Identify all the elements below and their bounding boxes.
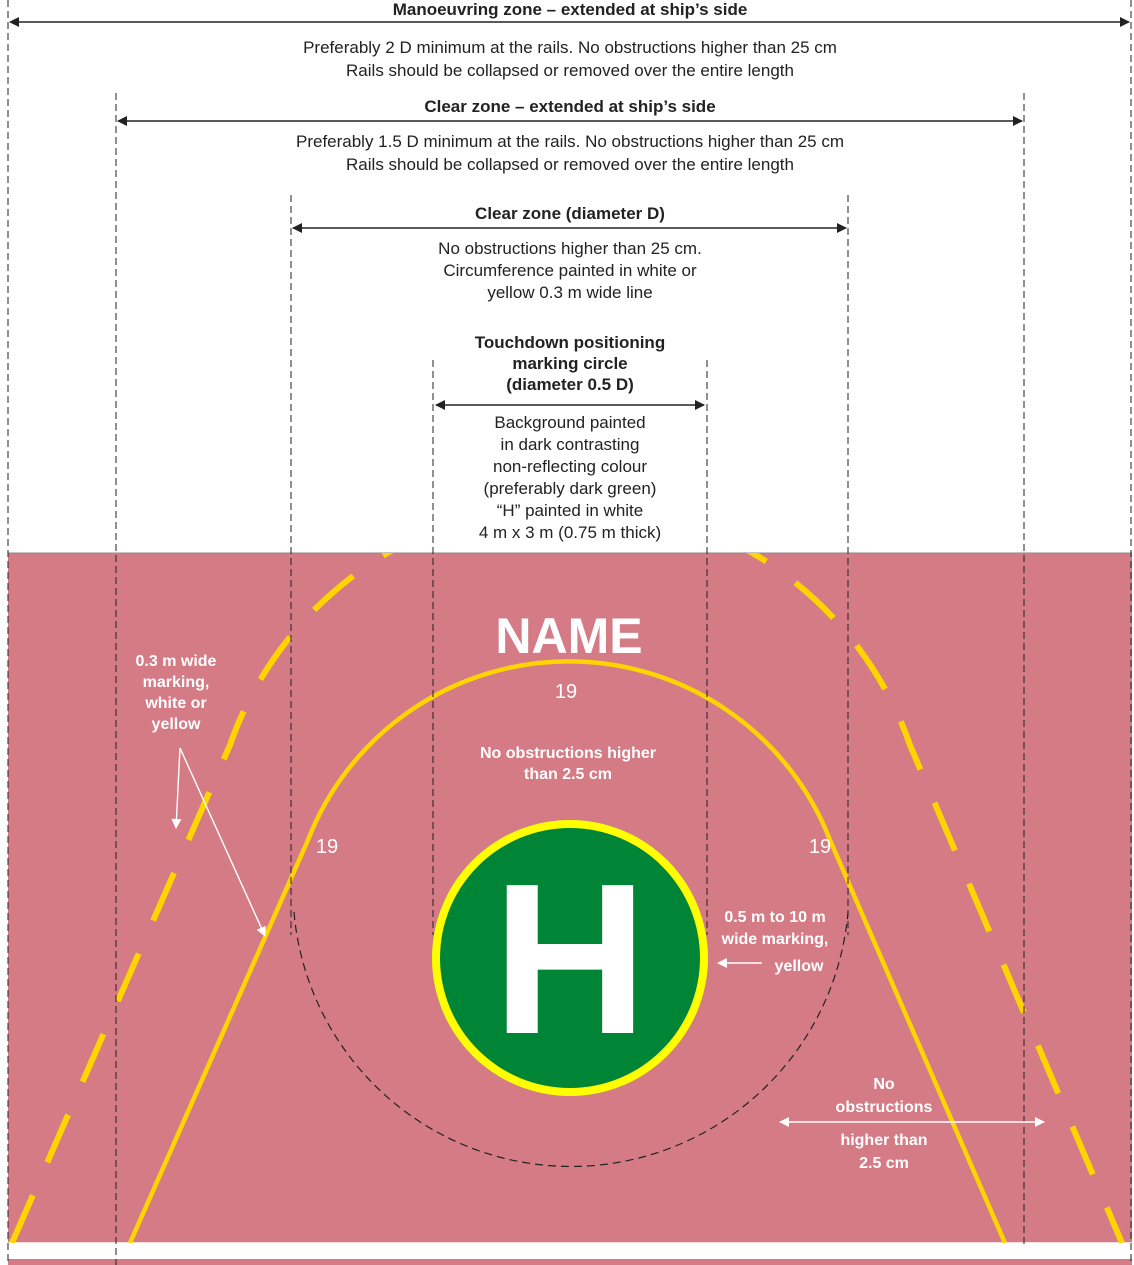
side-note-4: 2.5 cm — [859, 1155, 909, 1172]
clear-zone-line3: yellow 0.3 m wide line — [487, 283, 653, 302]
touchdown-line3: non-reflecting colour — [492, 457, 648, 476]
touchdown-title-2: marking circle — [512, 354, 628, 373]
ring-note-2: wide marking, — [721, 931, 829, 948]
helideck-name: NAME — [495, 608, 643, 664]
touchdown-line4: (preferably dark green) — [483, 479, 657, 498]
clear-zone-line1: No obstructions higher than 25 cm. — [438, 239, 702, 258]
touchdown-line6: 4 m x 3 m (0.75 m thick) — [478, 523, 662, 542]
inner-obstruction-note-2: than 2.5 cm — [523, 766, 613, 783]
clear-zone-extended-title: Clear zone – extended at ship’s side — [424, 97, 716, 116]
touchdown-line1: Background painted — [494, 413, 646, 432]
ring-note-1: 0.5 m to 10 m — [724, 909, 826, 926]
clear-zone-title: Clear zone (diameter D) — [475, 204, 665, 223]
d-value-right: 19 — [808, 836, 832, 858]
clear-zone-line2: Circumference painted in white or — [443, 261, 697, 280]
inner-obstruction-note-1: No obstructions higher — [480, 745, 656, 762]
manoeuvring-zone-line2: Rails should be collapsed or removed over the entire length — [346, 61, 794, 80]
marking-note-3: white or — [145, 695, 207, 712]
clear-zone-extended-line2: Rails should be collapsed or removed over the entire length — [346, 155, 794, 174]
side-note-3: higher than — [840, 1132, 928, 1149]
ring-note-3: yellow — [774, 958, 824, 975]
marking-note-2: marking, — [142, 674, 210, 691]
touchdown-title-3: (diameter 0.5 D) — [506, 375, 634, 394]
d-value-top: 19 — [554, 681, 578, 703]
touchdown-line5: “H” painted in white — [496, 501, 644, 520]
h-letter: H — [492, 838, 648, 1079]
d-value-left: 19 — [315, 836, 339, 858]
marking-note-4: yellow — [151, 716, 201, 733]
manoeuvring-zone-title: Manoeuvring zone – extended at ship’s side — [392, 0, 748, 19]
deck-rails — [8, 1243, 1132, 1259]
touchdown-title-1: Touchdown positioning — [474, 333, 666, 352]
clear-zone-extended-line1: Preferably 1.5 D minimum at the rails. No obstructions higher than 25 cm — [295, 132, 845, 151]
marking-note-1: 0.3 m wide — [135, 653, 217, 670]
side-note-1: No — [873, 1076, 895, 1093]
side-note-2: obstructions — [835, 1099, 933, 1116]
manoeuvring-zone-line1: Preferably 2 D minimum at the rails. No obstructions higher than 25 cm — [303, 38, 837, 57]
touchdown-line2: in dark contrasting — [500, 435, 640, 454]
